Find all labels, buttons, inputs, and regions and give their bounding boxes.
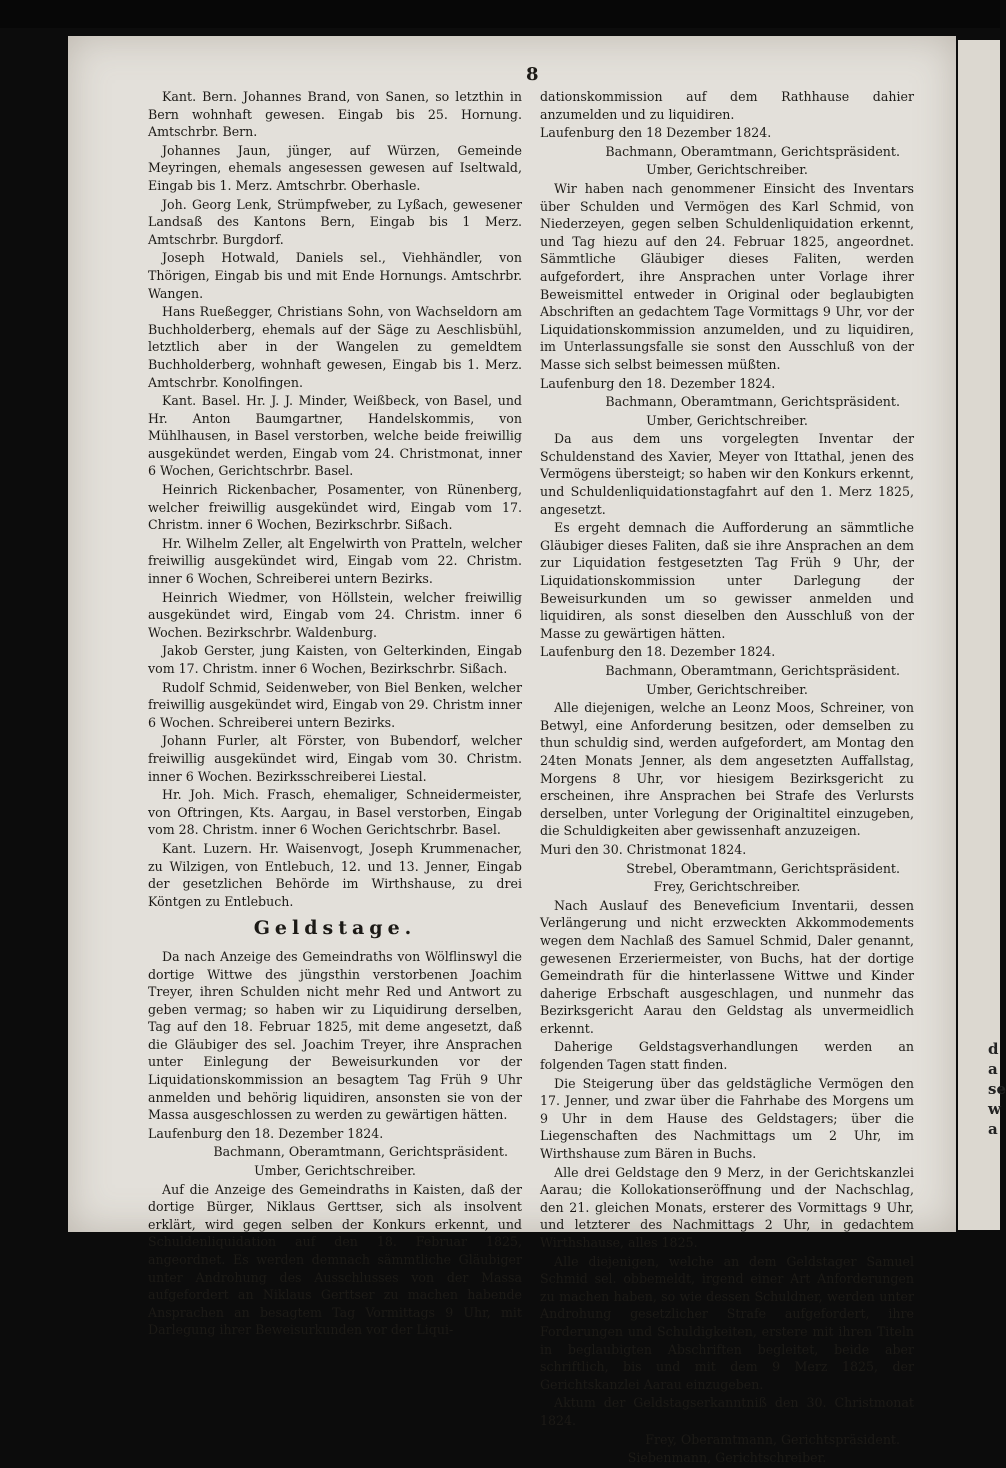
entry: Hr. Wilhelm Zeller, alt Engelwirth von Pratteln, welcher freiwillig ausgekündet wird, Eingab vom 22. Christm. inner 6 Wochen, Schreiberei untern Bezirks. (148, 535, 522, 587)
entry: Jakob Gerster, jung Kaisten, von Gelterkinden, Eingab vom 17. Christm. inner 6 Wochen, Bezirkschrbr. Sißach. (148, 643, 522, 676)
notice: Nach Auslauf des Beneveficium Inventarii, dessen Verlängerung und nicht erzweckten Akkommodements wegen dem Nachlaß des Samuel Schmid, Daler genannt, gewesenen Erzeriermeister, von Buchs, hat der dortige Gemeindrath für die hinterlassene Wittwe und Kinder daherige Erbschaft ausgeschlagen, und nunmehr das Bezirksgericht Aarau den Geldstag als unvermeidlich erkennt. (540, 897, 914, 1036)
entry: Heinrich Rickenbacher, Posamenter, von Rünenberg, welcher freiwillig ausgekündet wird, Eingab vom 17. Christm. inner 6 Wochen, Bezirkschrbr. Sißach. (148, 482, 522, 533)
dateline: Laufenburg den 18. Dezember 1824. (148, 1125, 384, 1141)
adjacent-page-fragment: a (988, 1120, 998, 1138)
notice: Auf die Anzeige des Gemeindraths in Kaisten, daß der dortige Bürger, Niklaus Gerttser, sich als insolvent erklärt, wird gegen selben der Konkurs erkennt, und Schuldenliquidation auf den 18. Februar 1825, angeordnet. Es werden demnach sämmtliche Gläubiger unter Androhung des Ausschlusses von der Massa aufgefordert an Niklaus Gerttser zu machen habende Ansprachen an besagtem Tag Vormittags 9 Uhr, mit Darlegung ihrer Beweisurkunden vor der Liqui- (148, 1181, 522, 1338)
notice: Alle diejenigen, welche an dem Geldstager Samuel Schmid sel. obbemeldt, irgend einer Art Anforderungen zu machen haben, so wie dessen Schuldner, werden unter Androhung gesetzlicher Strafe aufgefordert, ihre Forderungen und Schuldigkeiten, erstere mit ihren Titeln in beglaubigten Abschriften begleitet, beide aber schriftlich, bis und mit dem 9 Merz 1825, der Gerichtskanzlei Aarau einzugeben. (540, 1253, 914, 1392)
scan-border (0, 0, 1000, 28)
adjacent-page-fragment: a (988, 1060, 998, 1078)
adjacent-page-fragment: d (988, 1040, 999, 1058)
section-heading: Geldstage. (253, 917, 417, 940)
adjacent-page-fragment: se (988, 1080, 1006, 1098)
notice: Es ergeht demnach die Aufforderung an sämmtliche Gläubiger dieses Faliten, daß sie ihre Ansprachen an dem zur Liquidation festgesetzten Tag Früh 9 Uhr, der Liquidationskommission unter Darlegung der Beweisurkunden um so gewisser anmelden und liquidiren, als sonst dieselben den Ausschluß von der Masse zu gewärtigen hätten. (540, 520, 914, 641)
signature: Umber, Gerichtschreiber. (646, 162, 808, 178)
adjacent-page-edge (958, 40, 1006, 1230)
entry: Kant. Basel. Hr. J. J. Minder, Weißbeck, von Basel, und Hr. Anton Baumgartner, Handelskommis, von Mühlhausen, in Basel verstorben, welche beide freiwillig ausgekündet werden, Eingab vom 24. Christmonat, inner 6 Wochen, Gerichtschrbr. Basel. (148, 393, 522, 479)
entry: Kant. Bern. Johannes Brand, von Sanen, so letzthin in Bern wohnhaft gewesen. Eingab bis 25. Hornung. Amtschrbr. Bern. (148, 89, 522, 140)
entry: Hans Rueßegger, Christians Sohn, von Wachseldorn am Buchholderberg, ehemals auf der Säge zu Aeschlisbühl, letztlich aber in der Wangelen zu gemeldtem Buchholderberg, wohnhaft gewesen, Eingab bis 1. Merz. Amtschrbr. Konolfingen. (148, 304, 522, 390)
dateline: Laufenburg den 18. Dezember 1824. (540, 375, 776, 391)
signature: Siebenmann, Gerichtschreiber. (627, 1450, 827, 1466)
newspaper-page (68, 36, 956, 1466)
signature: Bachmann, Oberamtmann, Gerichtspräsident. (213, 1144, 508, 1160)
signature: Frey, Gerichtschreiber. (653, 879, 801, 895)
adjacent-page-fragment: w (988, 1100, 1001, 1118)
dateline: Muri den 30. Christmonat 1824. (540, 841, 747, 857)
entry: Kant. Luzern. Hr. Waisenvogt, Joseph Krummenacher, zu Wilzigen, von Entlebuch, 12. und 13. Jenner, Eingab der gesetzlichen Behörde im Wirthshause, zu drei Köntgen zu Entlebuch. (148, 840, 522, 909)
notice: Die Steigerung über das geldstägliche Vermögen den 17. Jenner, und zwar über die Fahrhabe des Morgens um 9 Uhr in dem Hause des Geldstagers; über die Liegenschaften des Nachmittags um 2 Uhr, im Wirthshause zum Bären in Buchs. (540, 1075, 914, 1162)
dateline: Laufenburg den 18 Dezember 1824. (540, 125, 772, 141)
entry: Johann Furler, alt Förster, von Bubendorf, welcher freiwillig ausgekündet wird, Eingab vom 30. Christm. inner 6 Wochen. Bezirksschreiberei Liestal. (148, 733, 522, 784)
page-number: 8 (526, 64, 539, 85)
signature: Bachmann, Oberamtmann, Gerichtspräsident. (605, 143, 900, 159)
entry: Hr. Joh. Mich. Frasch, ehemaliger, Schneidermeister, von Oftringen, Kts. Aargau, in Basel verstorben, Eingab vom 28. Christm. inner 6 Wochen Gerichtschrbr. Basel. (148, 787, 522, 838)
dateline: Laufenburg den 18. Dezember 1824. (540, 644, 776, 660)
notice: Da nach Anzeige des Gemeindraths von Wölflinswyl die dortige Wittwe des jüngsthin verstorbenen Joachim Treyer, ihren Schulden nicht mehr Red und Antwort zu geben vermag; so haben wir zu Liquidirung derselben, Tag auf den 18. Februar 1825, mit deme angesetzt, daß die Gläubiger des sel. Joachim Treyer, ihre Ansprachen unter Einlegung der Beweisurkunden vor der Liquidationskommission an besagtem Tag Früh 9 Uhr anmelden und behörig liquidiren, ansonsten sie von der Massa ausgeschlossen zu werden zu gewärtigen hätten. (148, 948, 522, 1123)
signature: Frey, Oberamtmann, Gerichtspräsident. (645, 1431, 900, 1447)
signature: Umber, Gerichtschreiber. (646, 412, 808, 428)
entry: Heinrich Wiedmer, von Höllstein, welcher freiwillig ausgekündet wird, Eingab vom 24. Christm. inner 6 Wochen. Bezirkschrbr. Waldenburg. (148, 589, 522, 640)
notice: Da aus dem uns vorgelegten Inventar der Schuldenstand des Xavier, Meyer von Ittathal, jenen des Vermögens übersteigt; so haben wir den Konkurs erkennt, und Schuldenliquidationstagfahrt auf den 1. Merz 1825, angesetzt. (540, 431, 914, 517)
notice: Daherige Geldstagsverhandlungen werden an folgenden Tagen statt finden. (540, 1039, 914, 1073)
signature: Bachmann, Oberamtmann, Gerichtspräsident. (605, 663, 900, 678)
notice-continuation: dationskommission auf dem Rathhause dahier anzumelden und zu liquidiren. (540, 89, 914, 122)
notice: Alle drei Geldstage den 9 Merz, in der Gerichtskanzlei Aarau; die Kollokationseröffnung und der Nachschlag, den 21. gleichen Monats, ersterer des Vormittags 9 Uhr, und letzterer des Nachmittags 2 Uhr, in gedachtem Wirthshause, alles 1825. (540, 1164, 914, 1250)
notice: Wir haben nach genommener Einsicht des Inventars über Schulden und Vermögen des Karl Schmid, von Niederzeyen, gegen selben Schuldenliquidation erkennt, und Tag hiezu auf den 24. Februar 1825, angeordnet. Sämmtliche Gläubiger dieses Faliten, werden aufgefordert, ihre Ansprachen unter Vorlage ihrer Beweismittel entweder in Original oder beglaubigten Abschriften an gedachtem Tage Vormittags 9 Uhr, vor der Liquidationskommission anzumelden, und zu liquidiren, im Unterlassungsfalle sie sonst den Ausschluß von der Masse sich selbst beimessen müßten. (540, 180, 914, 372)
dateline: Aktum der Geldstagserkanntniß den 30. Christmonat 1824. (540, 1395, 914, 1428)
signature: Strebel, Oberamtmann, Gerichtspräsident. (626, 860, 900, 876)
signature: Umber, Gerichtschreiber. (254, 1163, 416, 1179)
entry: Rudolf Schmid, Seidenweber, von Biel Benken, welcher freiwillig ausgekündet wird, Eingab von 29. Christm inner 6 Wochen. Schreiberei untern Bezirks. (148, 679, 522, 730)
notice: Alle diejenigen, welche an Leonz Moos, Schreiner, von Betwyl, eine Anforderung besitzen, oder demselben zu thun schuldig sind, werden aufgefordert, am Montag den 24ten Monats Jenner, als dem angesetzten Auffallstag, Morgens 8 Uhr, vor hiesigem Bezirksgericht zu erscheinen, ihre Ansprachen bei Strafe des Verlursts derselben, unter Vorlegung der Originaltitel einzugeben, die Schuldigkeiten aber gewissenhaft anzuzeigen. (540, 700, 914, 839)
signature: Bachmann, Oberamtmann, Gerichtspräsident. (605, 394, 900, 410)
entry: Johannes Jaun, jünger, auf Würzen, Gemeinde Meyringen, ehemals angesessen gewesen auf Iseltwald, Eingab bis 1. Merz. Amtschrbr. Oberhasle. (148, 142, 522, 193)
signature: Umber, Gerichtschreiber. (646, 681, 808, 697)
right-column (540, 88, 914, 1468)
left-column (148, 88, 522, 1340)
entry: Joh. Georg Lenk, Strümpfweber, zu Lyßach, gewesener Landsaß des Kantons Bern, Eingab bis 1 Merz. Amtschrbr. Burgdorf. (148, 196, 522, 247)
entry: Joseph Hotwald, Daniels sel., Viehhändler, von Thörigen, Eingab bis und mit Ende Hornungs. Amtschrbr. Wangen. (148, 250, 522, 301)
